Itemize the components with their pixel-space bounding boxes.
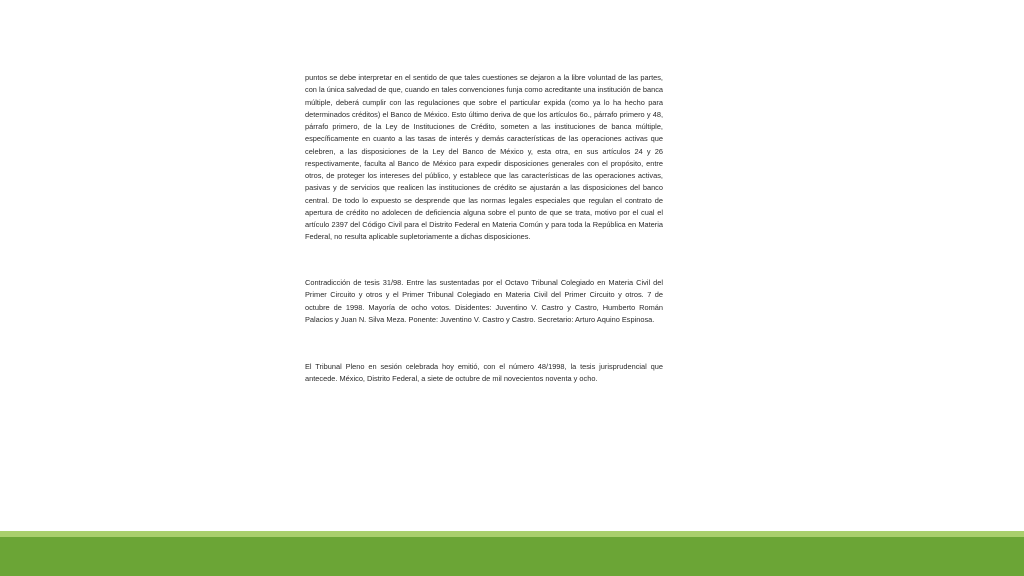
footer-band-dark [0,537,1024,576]
body-paragraph-contradiction: Contradicción de tesis 31/98. Entre las sustentadas por el Octavo Tribunal Colegiado en Materia Civil del Primer Circuito y otros y el Primer Tribunal Colegiado en Materia Civil del Primer Circuito y otros. 7 de octubre de 1998. Mayoría de ocho votos. Disidentes: Juventino V. Castro y Castro, Humberto Román Palacios y Juan N. Silva Meza. Ponente: Juventino V. Castro y Castro. Secretario: Arturo Aquino Espinosa. [305,278,663,324]
body-paragraph-interpretation: puntos se debe interpretar en el sentido de que tales cuestiones se dejaron a la libre voluntad de las partes, con la única salvedad de que, cuando en tales convenciones funja como acreditante una institución de banca múltiple, deberá cumplir con las regulaciones que sobre el particular expida (como ya lo ha hecho para determinados créditos) el Banco de México. Esto último deriva de que los artículos 6o., párrafo primero y 48, párrafo primero, de la Ley de Instituciones de Crédito, someten a las instituciones de banca múltiple, específicamente en cuanto a las tasas de interés y demás características de las operaciones activas que celebren, a las disposiciones de la Ley del Banco de México y, esta otra, en sus artículos 24 y 26 respectivamente, faculta al Banco de México para expedir disposiciones generales con el propósito, entre otros, de proteger los intereses del público, y establece que las características de las operaciones activas, pasivas y de servicios que realicen las instituciones de crédito se ajustarán a las disposiciones del banco central. De todo lo expuesto se desprende que las normas legales especiales que regulan el contrato de apertura de crédito no adolecen de deficiencia alguna sobre el punto de que se trata, motivo por el cual el artículo 2397 del Código Civil para el Distrito Federal en Materia Común y para toda la República en Materia Federal, no resulta aplicable supletoriamente a dichas disposiciones. [305,73,663,242]
body-paragraph-pleno: El Tribunal Pleno en sesión celebrada hoy emitió, con el número 48/1998, la tesis jurisprudencial que antecede. México, Distrito Federal, a siete de octubre de mil novecientos noventa y ocho. [305,362,663,384]
